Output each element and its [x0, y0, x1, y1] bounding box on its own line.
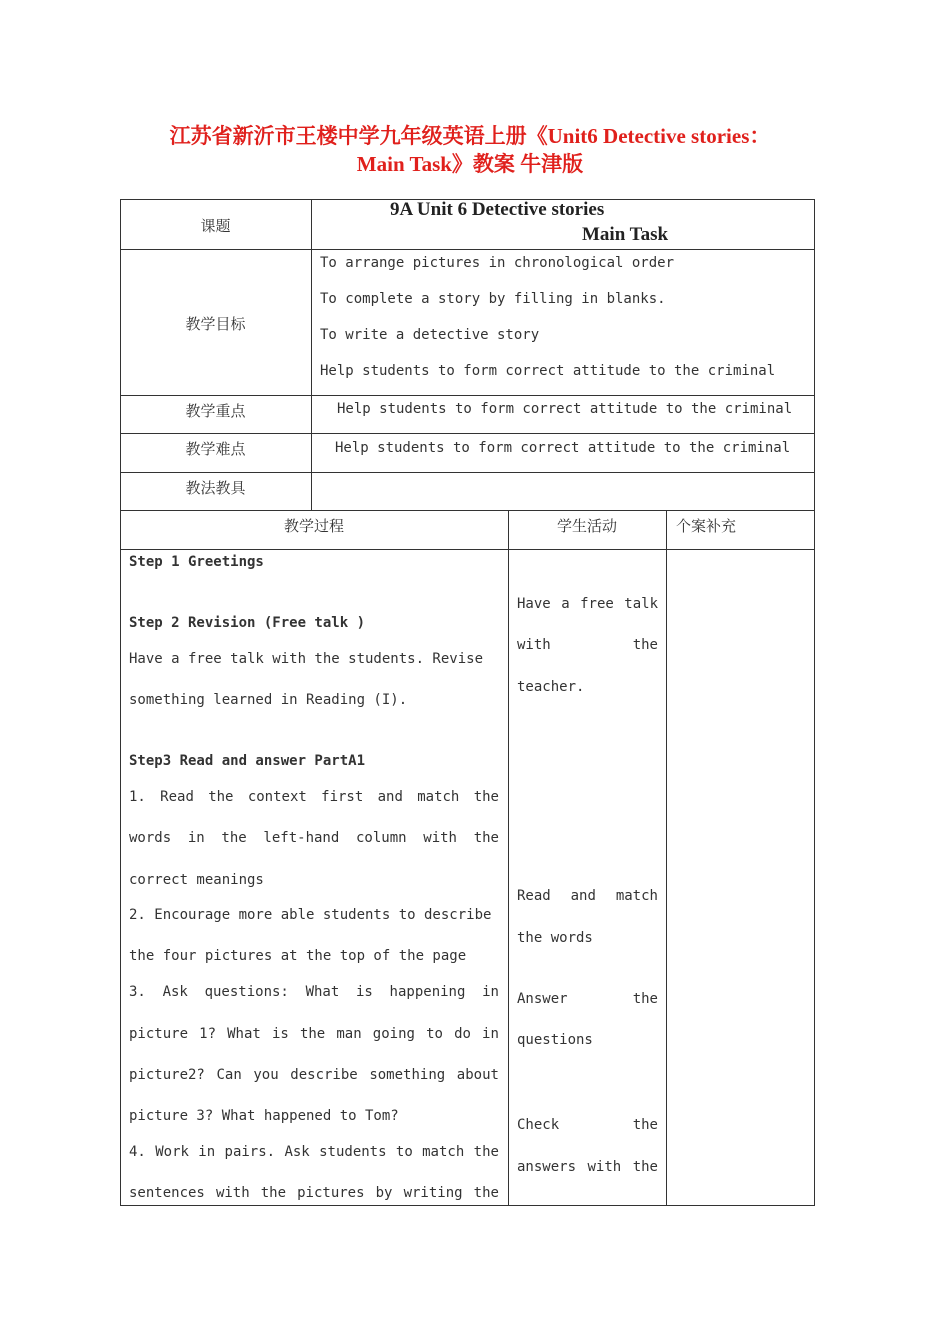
word: to	[426, 1026, 443, 1042]
word: match	[422, 1144, 465, 1160]
justified-line	[129, 1144, 499, 1160]
goal-item: To arrange pictures in chronological order	[320, 255, 675, 271]
key-points-label: 教学重点	[185, 402, 246, 420]
text-line: teacher.	[517, 679, 585, 695]
row-divider	[120, 549, 815, 550]
topic-subtitle: Main Task	[582, 224, 669, 245]
word: with	[423, 830, 457, 846]
word: in	[187, 830, 205, 846]
word: match	[615, 888, 658, 904]
text-line: the four pictures at the top of the page	[129, 948, 467, 964]
text-line: questions	[517, 1032, 593, 1048]
col-divider	[311, 199, 312, 511]
topic-label: 课题	[200, 217, 231, 235]
row-divider	[120, 249, 815, 250]
row-divider	[120, 395, 815, 396]
word: going	[372, 1026, 415, 1042]
word: picture	[129, 1026, 189, 1042]
word: students	[319, 1144, 387, 1160]
word: Read	[517, 888, 551, 904]
word: about	[456, 1067, 499, 1083]
word: answers	[517, 1159, 577, 1175]
word: with	[587, 1159, 622, 1175]
word: 1?	[199, 1026, 216, 1042]
word: the	[221, 830, 247, 846]
justified-line	[517, 888, 658, 904]
word: match	[417, 789, 460, 805]
word: 1.	[129, 789, 146, 805]
word: picture2?	[129, 1067, 205, 1083]
step-2-text: something learned in Reading (I).	[129, 692, 408, 708]
word: the	[473, 1185, 499, 1201]
word: the	[208, 789, 234, 805]
word: the	[473, 1144, 499, 1160]
word: sentences	[129, 1185, 205, 1201]
word: do	[454, 1026, 471, 1042]
step-3-heading: Step3 Read and answer PartA1	[129, 753, 366, 769]
step-2-text: Have a free talk with the students. Revise	[129, 651, 484, 667]
goal-item: To complete a story by filling in blanks.	[320, 291, 666, 307]
difficult-points-label: 教学难点	[185, 440, 246, 458]
word: and	[570, 888, 596, 904]
justified-line	[517, 991, 658, 1007]
justified-line	[129, 830, 499, 846]
key-points-value: Help students to form correct attitude to the criminal	[337, 401, 793, 417]
justified-line	[129, 789, 499, 805]
title-line-1: 江苏省新沂市王楼中学九年级英语上册《Unit6 Detective stories：	[169, 124, 771, 148]
word: Answer	[517, 991, 568, 1007]
title-line-2: Main Task》教案 牛津版	[356, 152, 584, 176]
text-line: the words	[517, 930, 593, 946]
word: describe	[290, 1067, 358, 1083]
justified-line	[517, 637, 658, 653]
justified-line	[129, 1067, 499, 1083]
word: the	[299, 1026, 326, 1042]
word: man	[336, 1026, 362, 1042]
word: is	[271, 1026, 289, 1042]
word: the	[632, 1159, 658, 1175]
col-divider	[508, 510, 509, 1206]
justified-line	[129, 1185, 499, 1201]
text-line: 2. Encourage more able students to describe	[129, 907, 492, 923]
justified-line	[129, 1026, 499, 1042]
goal-item: Help students to form correct attitude to the criminal	[320, 363, 776, 379]
methods-label: 教法教具	[185, 479, 246, 497]
topic-title: 9A Unit 6 Detective stories	[390, 199, 605, 220]
word: column	[355, 830, 407, 846]
text-line: picture 3? What happened to Tom?	[129, 1108, 399, 1124]
table-border-bottom	[120, 1205, 815, 1206]
table-border-right	[814, 199, 815, 1206]
word: the	[632, 637, 658, 653]
goals-label: 教学目标	[185, 315, 246, 333]
word: something	[369, 1067, 446, 1083]
word: left-hand	[263, 830, 340, 846]
word: in	[482, 1026, 499, 1042]
word: talk	[624, 596, 658, 612]
word: What	[227, 1026, 261, 1042]
word: the	[632, 991, 658, 1007]
word: Read	[160, 789, 194, 805]
word: 3.	[129, 984, 146, 1000]
word: with	[215, 1185, 250, 1201]
col-header-student: 学生活动	[556, 517, 617, 535]
document-title	[120, 122, 820, 178]
word: first	[321, 789, 364, 805]
goal-item: To write a detective story	[320, 327, 540, 343]
word: happening	[389, 984, 466, 1000]
word: by	[375, 1185, 393, 1201]
word: the	[473, 789, 499, 805]
word: Check	[517, 1117, 560, 1133]
word: words	[129, 830, 172, 846]
word: pairs.	[224, 1144, 276, 1160]
word: to	[395, 1144, 413, 1160]
row-divider	[120, 510, 815, 511]
word: a	[561, 596, 570, 612]
text-line: correct meanings	[129, 872, 264, 888]
col-divider	[666, 510, 667, 1206]
word: in	[198, 1144, 216, 1160]
justified-line	[517, 596, 658, 612]
word: context	[247, 789, 307, 805]
justified-line	[129, 984, 499, 1000]
difficult-points-value: Help students to form correct attitude to the criminal	[335, 440, 791, 456]
step-2-heading: Step 2 Revision (Free talk )	[129, 615, 366, 631]
word: Ask	[162, 984, 188, 1000]
word: pictures	[297, 1185, 365, 1201]
word: the	[473, 830, 499, 846]
word: the	[260, 1185, 287, 1201]
word: the	[632, 1117, 658, 1133]
col-header-process: 教学过程	[283, 517, 344, 535]
word: Have	[517, 596, 551, 612]
row-divider	[120, 433, 815, 434]
word: What	[305, 984, 340, 1000]
word: in	[482, 984, 499, 1000]
justified-line	[517, 1117, 658, 1133]
word: and	[377, 789, 403, 805]
word: with	[517, 637, 551, 653]
word: Can	[216, 1067, 242, 1083]
col-header-notes: 个案补充	[676, 517, 737, 535]
word: is	[355, 984, 373, 1000]
word: Work	[155, 1144, 189, 1160]
word: free	[580, 596, 614, 612]
table-border-left	[120, 199, 121, 1206]
word: Ask	[284, 1144, 310, 1160]
word: 4.	[129, 1144, 146, 1160]
step-1-heading: Step 1 Greetings	[129, 554, 264, 570]
word: you	[253, 1067, 279, 1083]
word: questions:	[204, 984, 289, 1000]
row-divider	[120, 472, 815, 473]
word: writing	[403, 1185, 463, 1201]
justified-line	[517, 1159, 658, 1175]
